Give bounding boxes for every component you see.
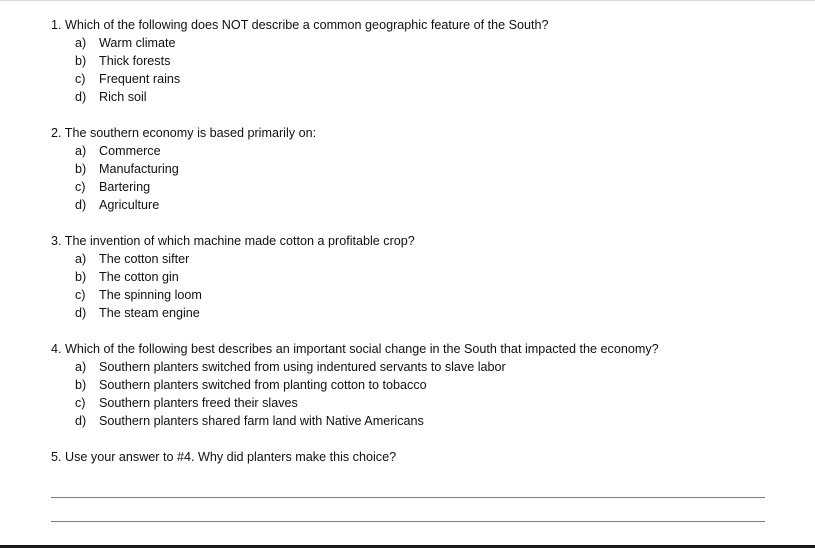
option-letter: d) xyxy=(75,198,87,212)
answer-option[interactable] xyxy=(51,412,791,430)
answer-option[interactable] xyxy=(51,196,791,214)
answer-option[interactable] xyxy=(51,160,791,178)
option-text: The cotton sifter xyxy=(99,252,190,266)
option-letter: a) xyxy=(75,144,87,158)
answer-option[interactable] xyxy=(51,394,791,412)
answer-option[interactable] xyxy=(51,268,791,286)
question-2 xyxy=(51,124,791,214)
question-text: 5. Use your answer to #4. Why did planters make this choice? xyxy=(51,450,397,464)
option-text: Agriculture xyxy=(99,198,160,212)
option-letter: d) xyxy=(75,414,87,428)
answer-option[interactable] xyxy=(51,304,791,322)
option-letter: c) xyxy=(75,72,86,86)
option-text: Thick forests xyxy=(99,54,171,68)
option-text: Manufacturing xyxy=(99,162,179,176)
option-letter: a) xyxy=(75,36,87,50)
answer-options xyxy=(51,358,791,430)
written-answer-area[interactable] xyxy=(51,497,765,545)
answer-option[interactable] xyxy=(51,34,791,52)
option-text: Frequent rains xyxy=(99,72,181,86)
answer-option[interactable] xyxy=(51,88,791,106)
answer-line[interactable] xyxy=(51,497,765,498)
option-text: The cotton gin xyxy=(99,270,179,284)
option-letter: b) xyxy=(75,54,87,68)
option-letter: b) xyxy=(75,378,87,392)
answer-option[interactable] xyxy=(51,250,791,268)
option-text: Southern planters switched from planting cotton to tobacco xyxy=(99,378,427,392)
question-5 xyxy=(51,448,791,466)
option-letter: d) xyxy=(75,306,87,320)
option-text: Southern planters shared farm land with Native Americans xyxy=(99,414,424,428)
answer-options xyxy=(51,142,791,214)
option-letter: c) xyxy=(75,180,86,194)
answer-option[interactable] xyxy=(51,70,791,88)
answer-options xyxy=(51,34,791,106)
answer-option[interactable] xyxy=(51,358,791,376)
option-text: Warm climate xyxy=(99,36,176,50)
question-3 xyxy=(51,232,791,322)
option-letter: b) xyxy=(75,162,87,176)
answer-line[interactable] xyxy=(51,521,765,522)
worksheet xyxy=(51,16,791,484)
option-letter: c) xyxy=(75,288,86,302)
question-text: 3. The invention of which machine made cotton a profitable crop? xyxy=(51,234,415,248)
option-letter: b) xyxy=(75,270,87,284)
answer-option[interactable] xyxy=(51,178,791,196)
option-text: The steam engine xyxy=(99,306,200,320)
question-1 xyxy=(51,16,791,106)
answer-option[interactable] xyxy=(51,286,791,304)
option-letter: c) xyxy=(75,396,86,410)
option-letter: a) xyxy=(75,360,87,374)
option-text: Southern planters switched from using indentured servants to slave labor xyxy=(99,360,506,374)
top-border xyxy=(0,0,815,1)
answer-options xyxy=(51,250,791,322)
question-text: 4. Which of the following best describes an important social change in the South that impacted the economy? xyxy=(51,342,659,356)
answer-option[interactable] xyxy=(51,376,791,394)
question-4 xyxy=(51,340,791,430)
answer-option[interactable] xyxy=(51,52,791,70)
option-text: Southern planters freed their slaves xyxy=(99,396,298,410)
question-text: 1. Which of the following does NOT describe a common geographic feature of the South? xyxy=(51,18,549,32)
option-text: Commerce xyxy=(99,144,161,158)
question-text: 2. The southern economy is based primarily on: xyxy=(51,126,317,140)
option-text: The spinning loom xyxy=(99,288,202,302)
option-text: Rich soil xyxy=(99,90,147,104)
answer-option[interactable] xyxy=(51,142,791,160)
option-letter: d) xyxy=(75,90,87,104)
option-text: Bartering xyxy=(99,180,151,194)
option-letter: a) xyxy=(75,252,87,266)
